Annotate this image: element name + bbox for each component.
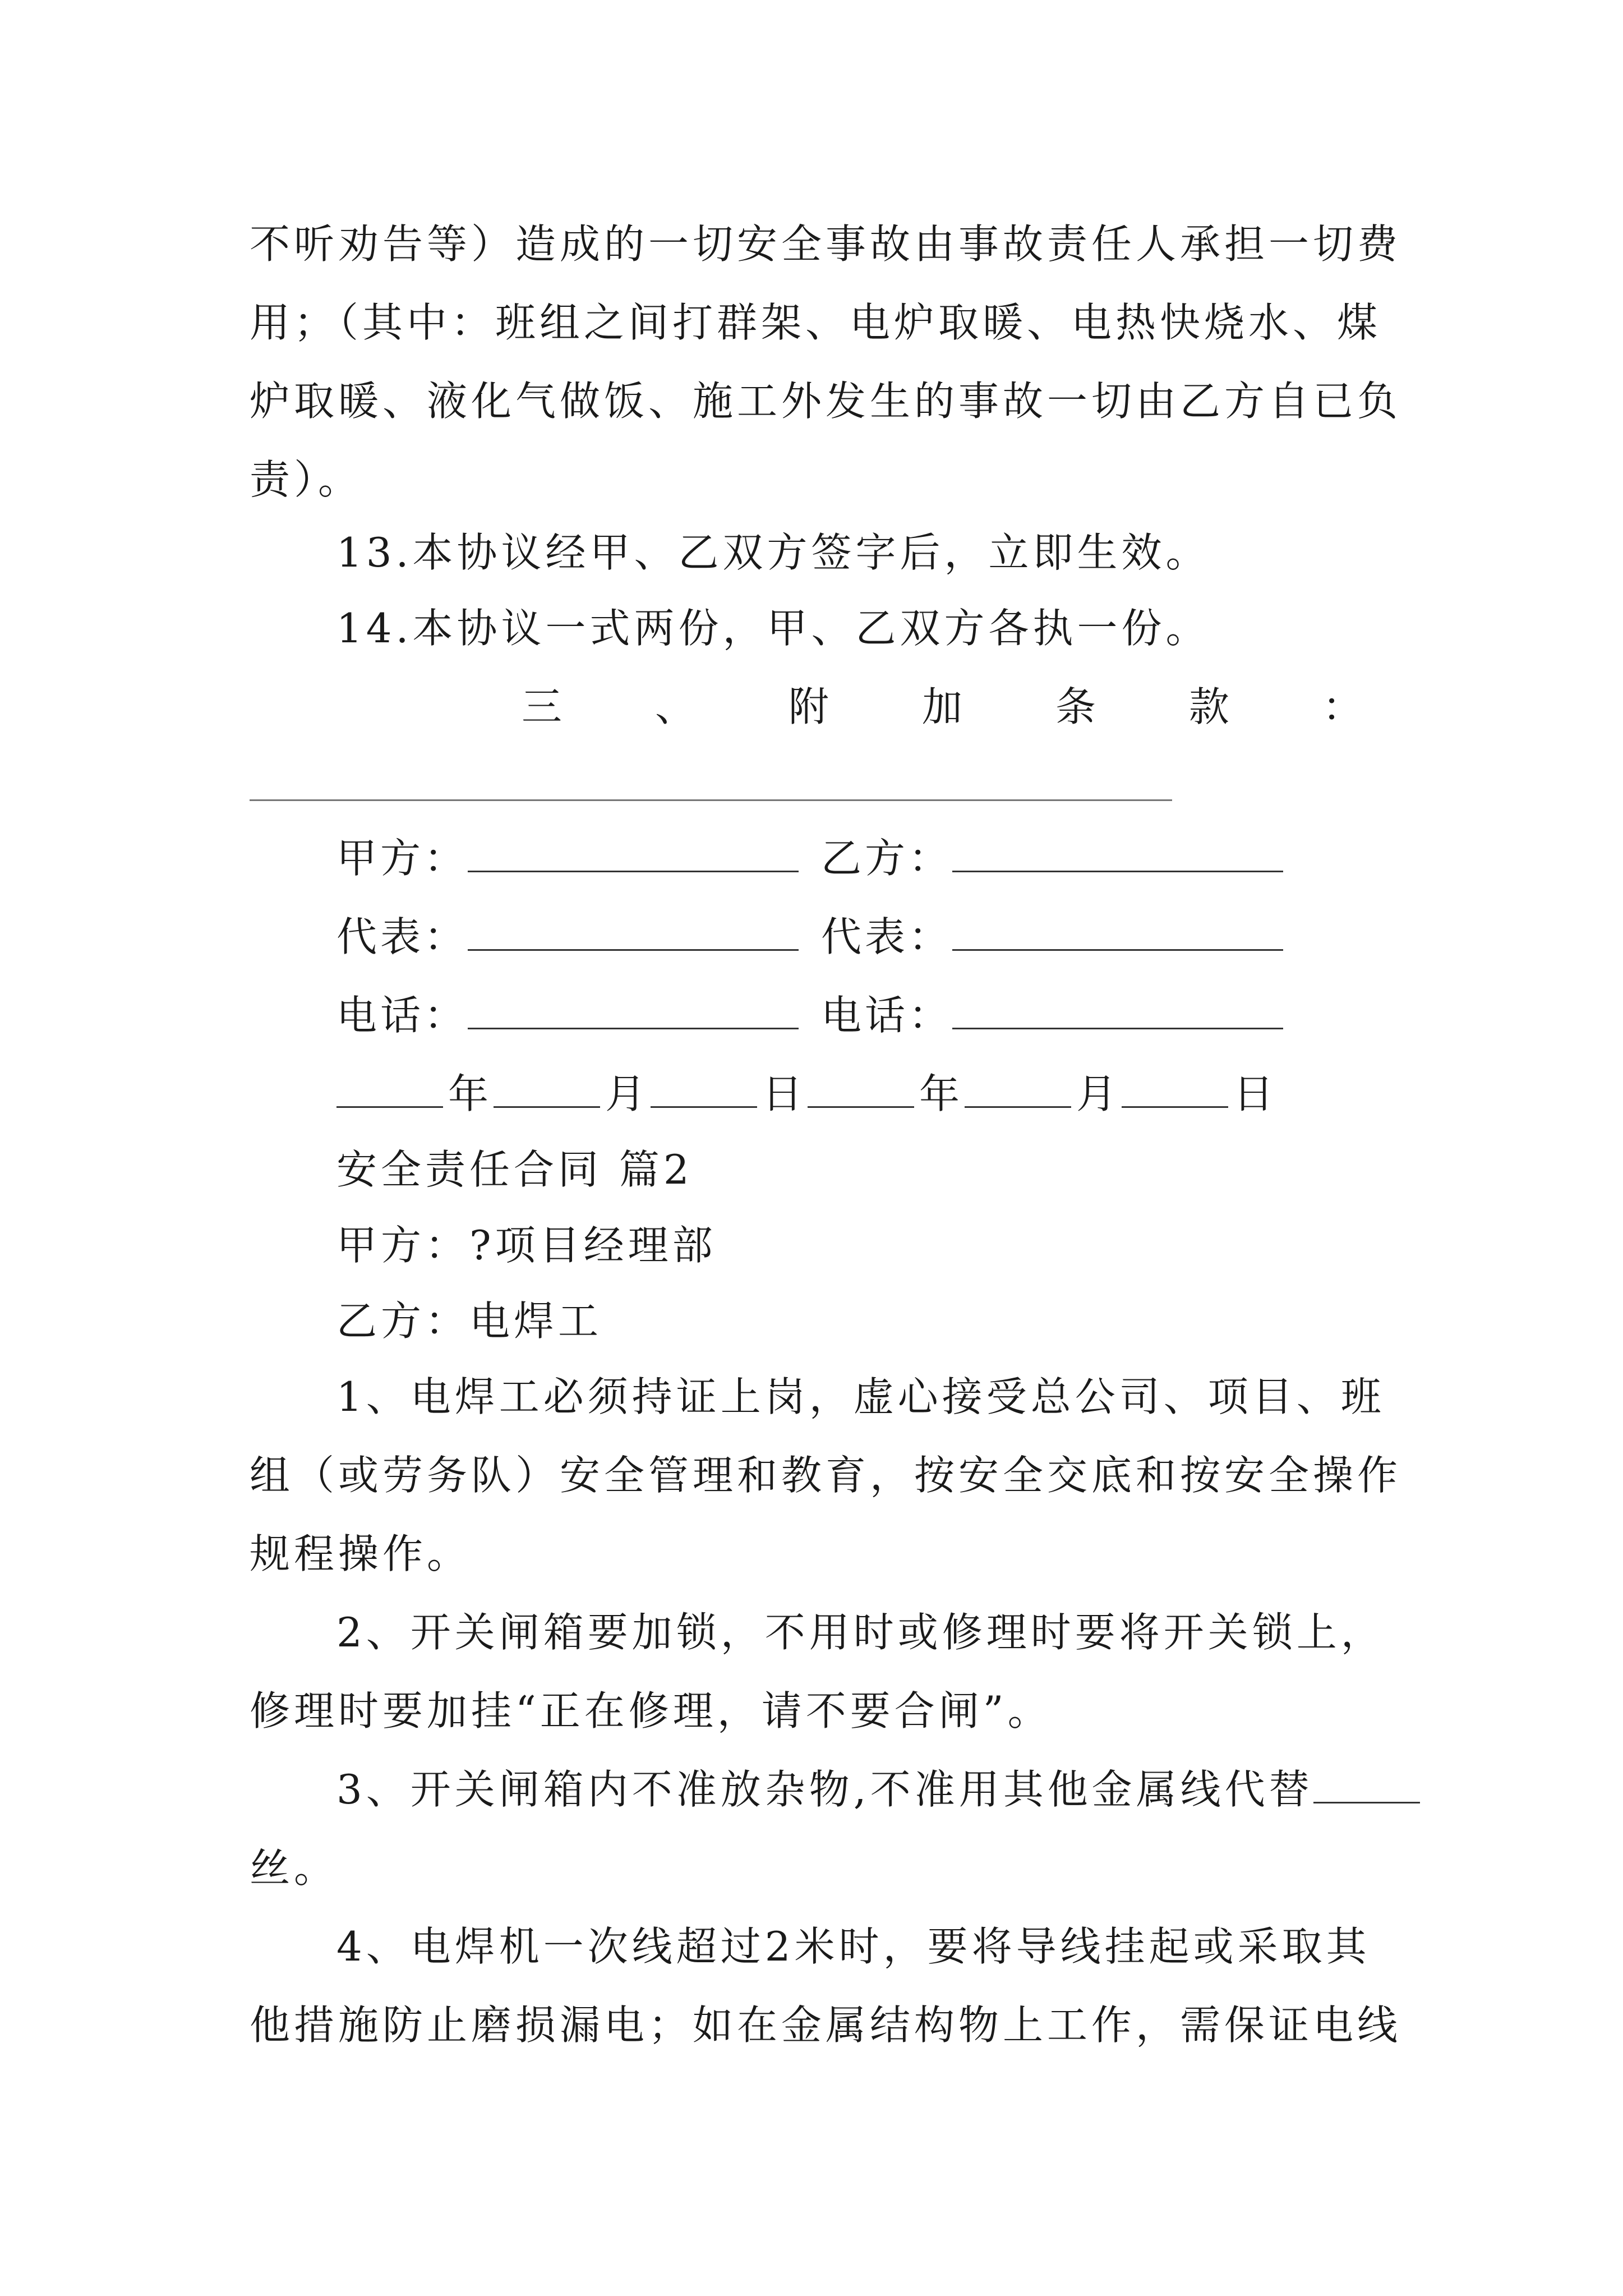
paragraph-line: 用；（其中：班组之间打群架、电炉取暖、电热快烧水、煤	[250, 299, 1382, 346]
year-unit: 年	[919, 1070, 960, 1117]
month-b-blank[interactable]	[965, 1067, 1071, 1108]
month-unit: 月	[605, 1070, 645, 1117]
heading-char: ：	[1322, 683, 1363, 730]
party-a-blank[interactable]	[468, 831, 799, 872]
clause-3-line: 丝。	[250, 1844, 339, 1892]
phone-b-label: 电话：	[821, 992, 953, 1039]
phone-a-blank[interactable]	[468, 988, 799, 1029]
party-b-blank[interactable]	[952, 831, 1283, 872]
day-unit: 日	[762, 1070, 803, 1117]
contract-2-party-a: 甲方：?项目经理部	[336, 1222, 717, 1269]
clause-2-line: 修理时要加挂“正在修理，请不要合闸”。	[250, 1687, 1052, 1734]
rep-b-label: 代表：	[821, 913, 953, 960]
party-b-label: 乙方：	[821, 835, 953, 882]
month-a-blank[interactable]	[494, 1067, 600, 1108]
day-a-blank[interactable]	[651, 1067, 757, 1108]
clause-14: 14.本协议一式两份，甲、乙双方各执一份。	[336, 605, 1210, 652]
clause-1-line: 1、电焊工必须持证上岗，虚心接受总公司、项目、班	[336, 1373, 1385, 1420]
section-heading	[522, 679, 1363, 735]
phone-b-blank[interactable]	[952, 988, 1283, 1029]
heading-char: 条	[1055, 683, 1096, 730]
clause-3-blank[interactable]	[1313, 1763, 1420, 1803]
year-unit: 年	[448, 1070, 488, 1117]
year-b-blank[interactable]	[808, 1067, 914, 1108]
contract-2-party-b: 乙方：电焊工	[336, 1297, 603, 1345]
clause-1-line: 规程操作。	[250, 1530, 472, 1577]
heading-char: 三	[522, 683, 562, 730]
date-row	[336, 1066, 1279, 1122]
party-a-label: 甲方：	[336, 835, 468, 882]
rep-a-blank[interactable]	[468, 910, 799, 951]
clause-3-line	[336, 1761, 1420, 1818]
heading-char: 款	[1188, 683, 1229, 730]
clause-1-line: 组（或劳务队）安全管理和教育，按安全交底和按安全操作	[250, 1452, 1402, 1499]
contract-2-title: 安全责任合同 篇2	[336, 1146, 693, 1193]
clause-13: 13.本协议经甲、乙双方签字后，立即生效。	[336, 529, 1210, 576]
heading-char: 、	[654, 683, 695, 730]
month-unit: 月	[1076, 1070, 1117, 1117]
paragraph-line: 炉取暖、液化气做饭、施工外发生的事故一切由乙方自已负	[250, 378, 1402, 425]
paragraph-line: 不听劝告等）造成的一切安全事故由事故责任人承担一切费	[250, 220, 1402, 268]
rep-b-blank[interactable]	[952, 910, 1283, 951]
signature-row-rep	[336, 909, 1306, 965]
signature-row-party	[336, 830, 1306, 886]
paragraph-line: 责）。	[250, 456, 363, 503]
clause-4-line: 4、电焊机一次线超过2米时，要将导线挂起或采取其	[336, 1923, 1371, 1970]
signature-row-phone	[336, 987, 1306, 1043]
rep-a-label: 代表：	[336, 913, 468, 960]
heading-char: 加	[921, 683, 962, 730]
day-unit: 日	[1233, 1070, 1274, 1117]
divider-line	[250, 799, 1172, 801]
phone-a-label: 电话：	[336, 992, 468, 1039]
year-a-blank[interactable]	[336, 1067, 443, 1108]
clause-3-text: 3、开关闸箱内不准放杂物,不准用其他金属线代替	[336, 1766, 1313, 1813]
day-b-blank[interactable]	[1122, 1067, 1228, 1108]
clause-4-line: 他措施防止磨损漏电；如在金属结构物上工作，需保证电线	[250, 2001, 1402, 2049]
heading-char: 附	[788, 683, 829, 730]
clause-2-line: 2、开关闸箱要加锁，不用时或修理时要将开关锁上，	[336, 1609, 1385, 1656]
